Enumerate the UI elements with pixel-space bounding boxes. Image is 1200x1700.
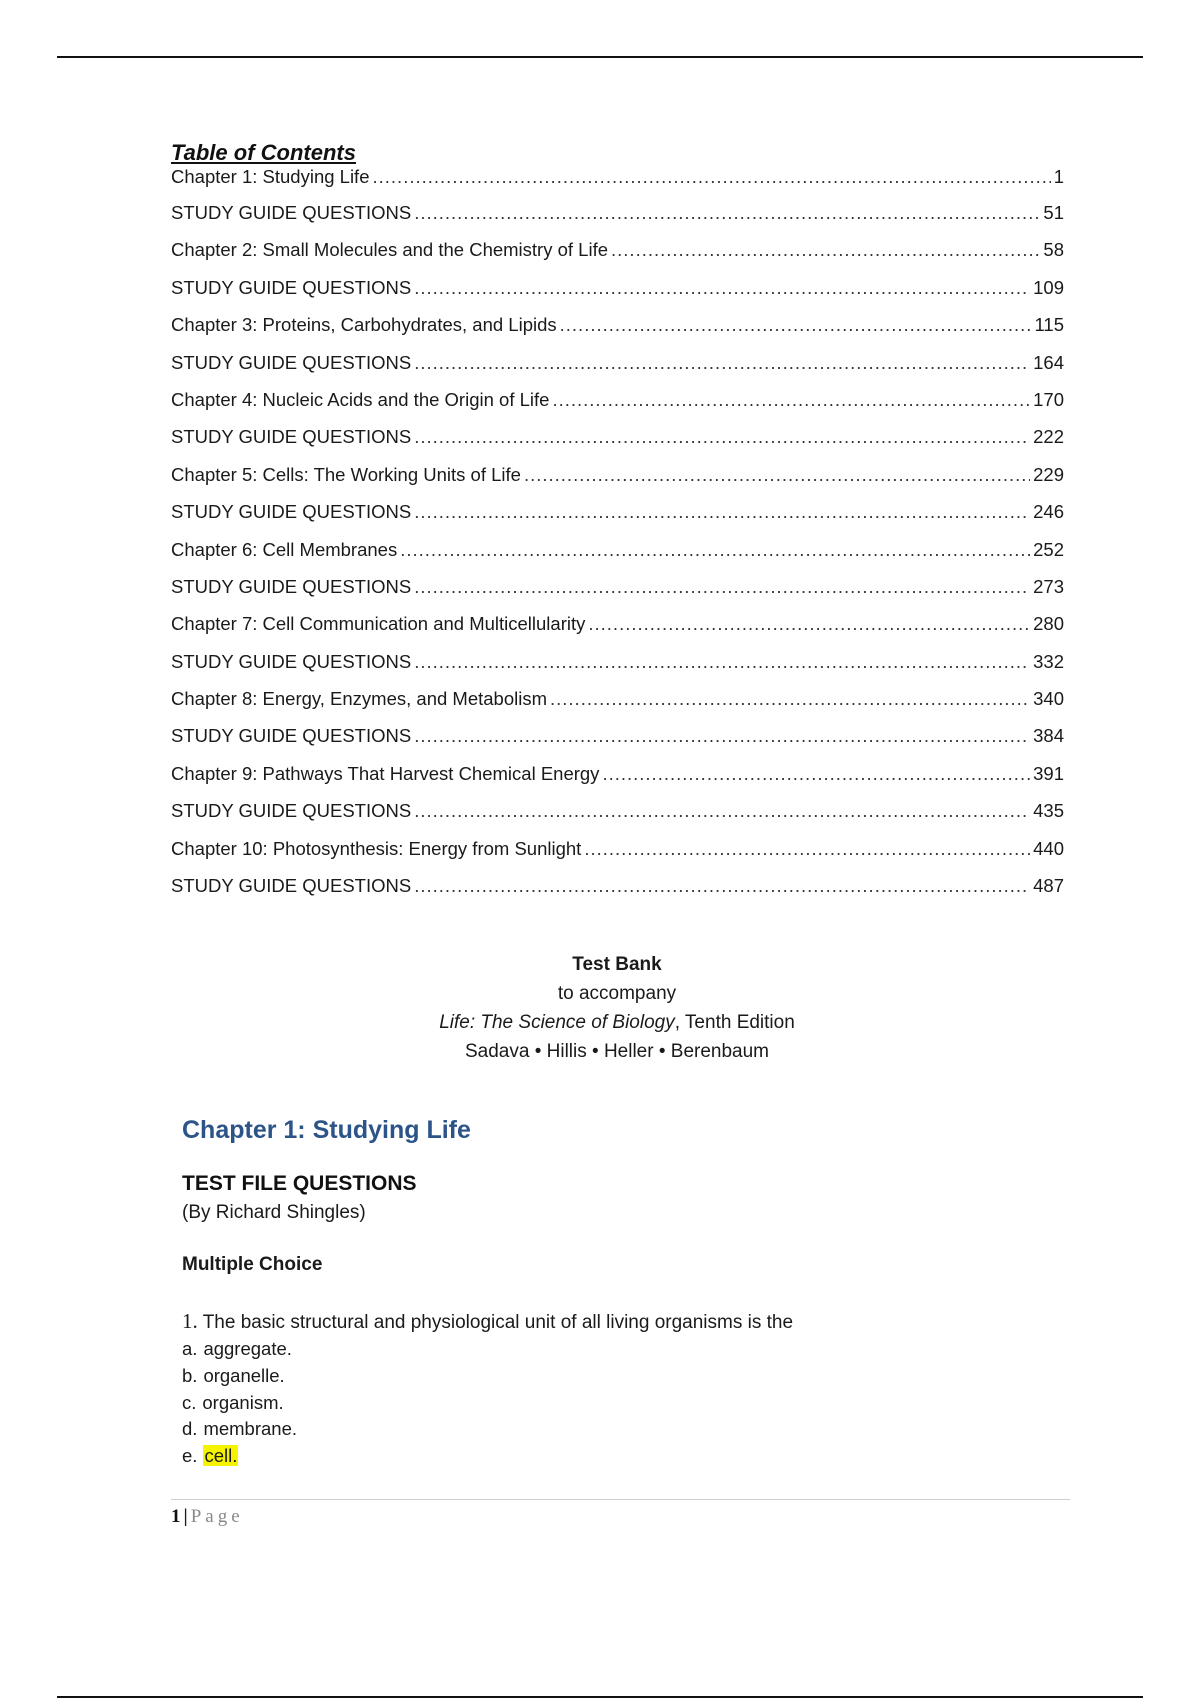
toc-dot-leader xyxy=(373,166,1051,188)
toc-dot-leader xyxy=(414,725,1030,747)
toc-entry-page: 440 xyxy=(1033,837,1064,859)
toc-entry-page: 115 xyxy=(1034,314,1064,336)
answer-option xyxy=(182,1363,1082,1390)
toc-heading: Table of Contents xyxy=(171,140,356,165)
toc-dot-leader xyxy=(524,464,1030,486)
toc-dot-leader xyxy=(414,352,1030,374)
answer-option xyxy=(182,1336,1082,1363)
toc-entry-page: 164 xyxy=(1033,351,1064,373)
toc-entry-label: STUDY GUIDE QUESTIONS xyxy=(171,501,412,523)
toc-entry[interactable] xyxy=(171,389,1064,426)
toc-dot-leader xyxy=(588,613,1030,635)
toc-entry[interactable] xyxy=(171,426,1064,463)
cover-book-line xyxy=(0,1008,1200,1037)
option-letter: b. xyxy=(182,1364,198,1386)
toc-entry-label: STUDY GUIDE QUESTIONS xyxy=(171,875,412,897)
book-edition: , Tenth Edition xyxy=(674,1012,795,1033)
toc-entry[interactable] xyxy=(171,651,1064,688)
toc-entry-page: 222 xyxy=(1033,426,1064,448)
toc-dot-leader xyxy=(611,239,1040,261)
toc-entry-page: 435 xyxy=(1033,800,1064,822)
header-rule xyxy=(57,56,1143,58)
table-of-contents xyxy=(171,140,1064,912)
toc-dot-leader xyxy=(400,539,1030,561)
toc-entry-label: Chapter 7: Cell Communication and Multicellularity xyxy=(171,613,586,635)
toc-entry-page: 1 xyxy=(1053,166,1064,187)
toc-entry-label: STUDY GUIDE QUESTIONS xyxy=(171,276,412,298)
toc-entry-page: 229 xyxy=(1033,463,1064,485)
toc-dot-leader xyxy=(414,202,1040,224)
toc-entry-page: 280 xyxy=(1033,613,1064,635)
subsection-title: Multiple Choice xyxy=(182,1254,323,1275)
toc-entry-label: STUDY GUIDE QUESTIONS xyxy=(171,575,412,597)
question-text: The basic structural and physiological unit of all living organisms is the xyxy=(202,1312,794,1333)
chapter-content xyxy=(182,1112,1082,1470)
toc-entry-page: 487 xyxy=(1033,875,1064,897)
toc-entry[interactable] xyxy=(171,613,1064,650)
toc-dot-leader xyxy=(602,763,1030,785)
toc-entry[interactable] xyxy=(171,688,1064,725)
footer-rule xyxy=(171,1499,1070,1500)
toc-entry-page: 246 xyxy=(1033,501,1064,523)
cover-subtitle: to accompany xyxy=(557,983,677,1004)
question-number: 1. xyxy=(182,1309,198,1333)
option-letter: c. xyxy=(182,1391,197,1413)
toc-entry-label: STUDY GUIDE QUESTIONS xyxy=(171,426,412,448)
toc-entry[interactable] xyxy=(171,352,1064,389)
toc-entry[interactable] xyxy=(171,501,1064,538)
option-text-highlighted: cell. xyxy=(204,1445,238,1467)
book-title: Life: The Science of Biology xyxy=(439,1012,675,1033)
toc-entry-page: 109 xyxy=(1033,276,1064,298)
option-text: aggregate. xyxy=(203,1338,292,1359)
option-letter: d. xyxy=(182,1418,198,1440)
answer-options xyxy=(182,1336,1082,1470)
footer-separator: | xyxy=(183,1506,188,1527)
toc-entry-label: Chapter 8: Energy, Enzymes, and Metabolism xyxy=(171,688,547,710)
toc-dot-leader xyxy=(414,875,1030,897)
toc-entry-label: Chapter 2: Small Molecules and the Chemistry of Life xyxy=(171,239,609,261)
toc-entry[interactable] xyxy=(171,166,1064,202)
page-word: Page xyxy=(190,1506,244,1527)
bottom-rule xyxy=(57,1696,1143,1698)
toc-dot-leader xyxy=(414,501,1030,523)
toc-entry-label: Chapter 6: Cell Membranes xyxy=(171,538,398,560)
toc-entry[interactable] xyxy=(171,239,1064,276)
cover-authors: Sadava • Hillis • Heller • Berenbaum xyxy=(464,1041,770,1062)
toc-list xyxy=(171,166,1064,912)
chapter-title: Chapter 1: Studying Life xyxy=(182,1116,471,1144)
option-letter: a. xyxy=(182,1338,198,1359)
question-stem xyxy=(182,1308,1082,1336)
option-text: membrane. xyxy=(203,1418,298,1440)
option-text: organism. xyxy=(202,1391,284,1413)
toc-entry[interactable] xyxy=(171,277,1064,314)
page-number: 1 xyxy=(171,1506,181,1527)
toc-dot-leader xyxy=(560,314,1032,336)
toc-entry-label: STUDY GUIDE QUESTIONS xyxy=(171,202,412,223)
answer-option xyxy=(182,1390,1082,1417)
toc-entry[interactable] xyxy=(171,763,1064,800)
toc-entry-label: Chapter 5: Cells: The Working Units of Life xyxy=(171,463,521,485)
toc-entry[interactable] xyxy=(171,875,1064,912)
toc-dot-leader xyxy=(414,651,1030,673)
answer-option xyxy=(182,1416,1082,1443)
toc-entry-page: 58 xyxy=(1043,239,1064,261)
toc-entry-page: 252 xyxy=(1033,538,1064,560)
toc-entry[interactable] xyxy=(171,464,1064,501)
toc-entry-label: Chapter 1: Studying Life xyxy=(171,166,370,187)
toc-dot-leader xyxy=(584,838,1030,860)
toc-entry-page: 51 xyxy=(1043,202,1064,223)
option-letter: e. xyxy=(182,1445,198,1467)
toc-entry-label: STUDY GUIDE QUESTIONS xyxy=(171,800,412,822)
toc-entry-page: 332 xyxy=(1033,650,1064,672)
section-title: TEST FILE QUESTIONS xyxy=(182,1172,417,1195)
toc-entry-page: 273 xyxy=(1033,575,1064,597)
page-footer xyxy=(171,1504,244,1530)
toc-dot-leader xyxy=(550,688,1030,710)
toc-entry[interactable] xyxy=(171,576,1064,613)
toc-entry-page: 170 xyxy=(1033,388,1064,410)
toc-entry[interactable] xyxy=(171,725,1064,762)
toc-entry-page: 340 xyxy=(1033,688,1064,710)
toc-entry[interactable] xyxy=(171,314,1064,351)
title-block xyxy=(0,950,1200,1066)
toc-entry[interactable] xyxy=(171,838,1064,875)
toc-dot-leader xyxy=(414,576,1030,598)
toc-entry[interactable] xyxy=(171,800,1064,837)
toc-entry-label: Chapter 4: Nucleic Acids and the Origin of Life xyxy=(171,388,550,410)
cover-title: Test Bank xyxy=(572,954,662,975)
toc-dot-leader xyxy=(414,800,1030,822)
answer-option xyxy=(182,1443,1082,1470)
toc-dot-leader xyxy=(552,389,1030,411)
toc-dot-leader xyxy=(414,277,1030,299)
toc-entry-label: Chapter 10: Photosynthesis: Energy from Sunlight xyxy=(171,837,582,859)
toc-entry-label: Chapter 3: Proteins, Carbohydrates, and Lipids xyxy=(171,314,557,336)
toc-entry-label: STUDY GUIDE QUESTIONS xyxy=(171,351,412,373)
option-text: organelle. xyxy=(203,1364,285,1386)
toc-entry[interactable] xyxy=(171,202,1064,239)
toc-entry-page: 391 xyxy=(1033,762,1064,784)
toc-entry[interactable] xyxy=(171,539,1064,576)
toc-entry-label: STUDY GUIDE QUESTIONS xyxy=(171,725,412,747)
toc-entry-page: 384 xyxy=(1033,725,1064,747)
author-byline: (By Richard Shingles) xyxy=(182,1202,366,1223)
toc-entry-label: Chapter 9: Pathways That Harvest Chemical Energy xyxy=(171,762,600,784)
toc-entry-label: STUDY GUIDE QUESTIONS xyxy=(171,650,412,672)
toc-dot-leader xyxy=(414,426,1030,448)
